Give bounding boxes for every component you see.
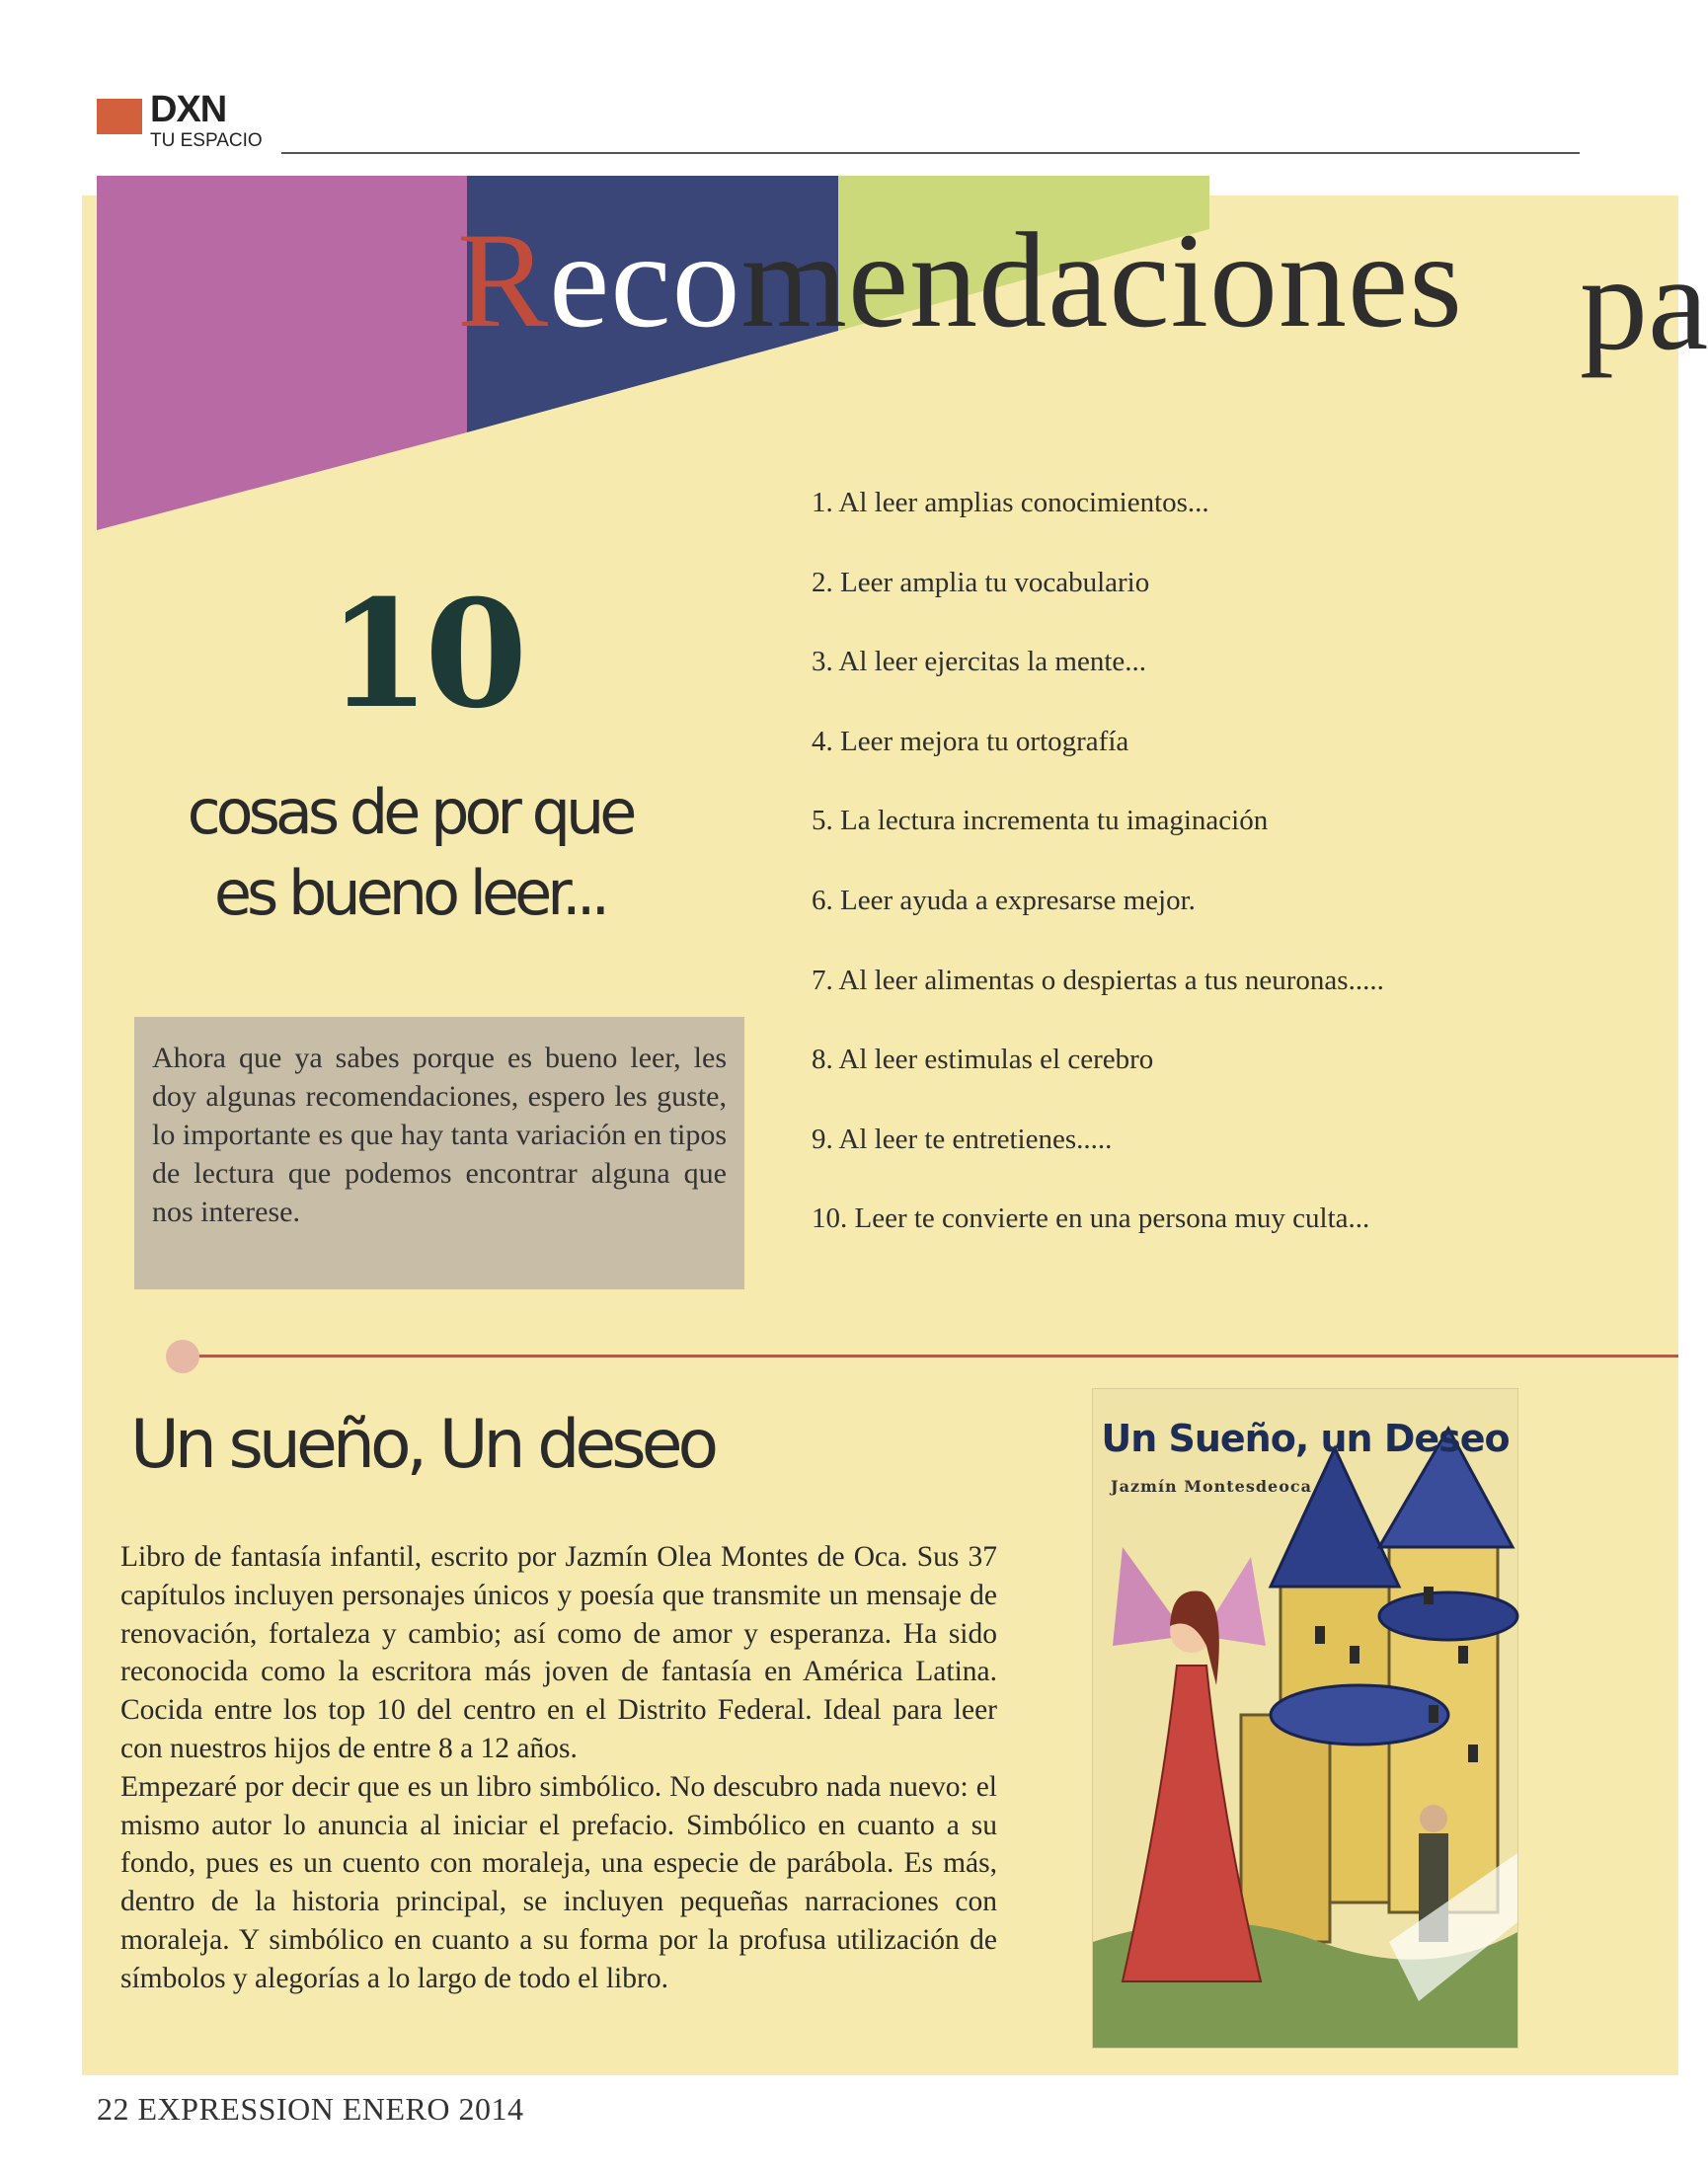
book-paragraph-1: Libro de fantasía infantil, escrito por Jazmín Olea Montes de Oca. Sus 37 capítulos incluyen personajes únicos y poesía que transmite un mensaje de renovación, fortaleza y cambio; así como de amor y esperanza. Ha sido reconocida como la escritora más joven de fantasía en América Latina. Cocida entre los top 10 del centro en el Distrito Federal. Ideal para leer con nuestros hijos de entre 8 a 12 años. <box>120 1541 997 1764</box>
book-description <box>120 1538 997 1998</box>
feature-subtitle-line2: es bueno leer... <box>213 857 606 929</box>
title-continuation: pa <box>1580 227 1708 378</box>
book-paragraph-2: Empezaré por decir que es un libro simbólico. No descubro nada nuevo: el mismo autor lo anuncia al iniciar el prefacio. Simbólico en cuanto a su fondo, pues es un cuento con moraleja, una especie de parábola. Es más, dentro de la historia principal, se incluyen pequeñas narraciones con moraleja. Y simbólico en cuanto a su forma por la profusa utilización de símbolos y alegorías a lo largo de todo el libro. <box>120 1770 997 1994</box>
section-divider <box>197 1355 1678 1358</box>
list-item: 6. Leer ayuda a expresarse mejor. <box>812 884 1196 916</box>
big-number: 10 <box>327 568 522 741</box>
list-item: 8. Al leer estimulas el cerebro <box>812 1044 1154 1076</box>
intro-text: Ahora que ya sabes porque es bueno leer, les doy algunas recomendaciones, espero les guste, lo importante es que hay tanta variación en tipos de lectura que podemos encontrar alguna que nos interese. <box>152 1042 727 1228</box>
list-item: 4. Leer mejora tu ortografía <box>812 725 1129 757</box>
feature-subtitle-line1: cosas de por que <box>187 776 633 848</box>
reasons-list <box>812 486 1651 1281</box>
cover-title: Un Sueño, un Deseo <box>1101 1417 1510 1460</box>
list-item: 7. Al leer alimentas o despiertas a tus neuronas..... <box>812 964 1384 996</box>
page-title <box>457 204 1463 355</box>
purple-block <box>97 176 467 530</box>
list-item: 1. Al leer amplias conocimientos... <box>812 487 1209 518</box>
list-item: 5. La lectura incrementa tu imaginación <box>812 805 1269 837</box>
list-item: 3. Al leer ejercitas la mente... <box>812 646 1146 678</box>
book-cover-image <box>1092 1388 1518 2049</box>
cover-author: Jazmín Montesdeoca <box>1111 1477 1312 1496</box>
divider-dot <box>166 1340 199 1373</box>
intro-box <box>134 1017 744 1289</box>
brand-name: DXN <box>150 89 227 130</box>
title-first-letter: R <box>457 204 550 355</box>
list-item: 2. Leer amplia tu vocabulario <box>812 566 1150 598</box>
book-section-title: Un sueño, Un deseo <box>130 1406 715 1484</box>
list-item: 10. Leer te convierte en una persona muy culta... <box>812 1202 1370 1235</box>
title-white-part: eco <box>549 204 741 355</box>
feature-subtitle <box>153 772 666 934</box>
list-item: 9. Al leer te entretienes..... <box>812 1123 1113 1155</box>
title-rest: mendaciones <box>740 204 1463 355</box>
brand-subtitle: TU ESPACIO <box>150 130 263 151</box>
page-footer: 22 EXPRESSION ENERO 2014 <box>97 2091 524 2127</box>
